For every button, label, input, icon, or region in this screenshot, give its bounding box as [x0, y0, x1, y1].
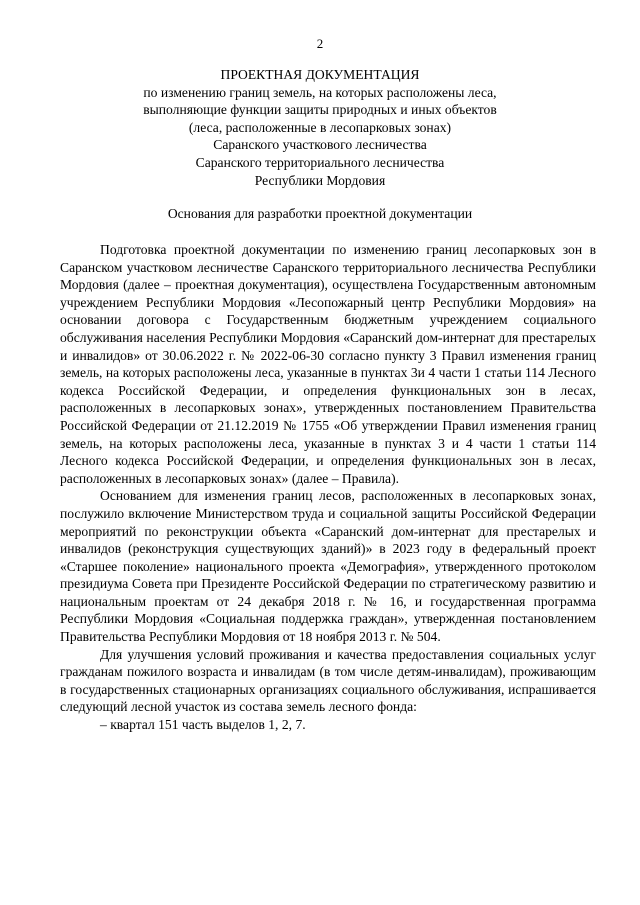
- title-line: Республики Мордовия: [254, 172, 386, 188]
- paragraph: Подготовка проектной документации по изменению границ лесопарковых зон в Саранском участковом лесничестве Саранского территориального лесничества Республики Мордовия (далее – проектная документация), осуществлена Государственным автономным учреждением Республики Мордовия «Лесопожарный центр Республики Мордовия» на основании договора с Государственным бюджетным учреждением социального обслуживания населения Республики Мордовия «Саранский дом-интернат для престарелых и инвалидов» от 30.06.2022 г. № 2022-06-30 согласно пункту 3 Правил изменения границ земель, на которых расположены леса, указанные в пунктах 3и 4 части 1 статьи 114 Лесного кодекса Российской Федерации, и определения функциональных зон в лесах, расположенных в лесопарковых зонах», утвержденных постановлением Правительства Российской Федерации от 21.12.2019 № 1755 «Об утверждении Правил изменения границ земель, на которых расположены леса, указанные в пунктах 3 и 4 части 1 статьи 114 Лесного кодекса Российской Федерации, и определения функциональных зон в лесах, расположенных в лесопарковых зонах» (далее – Правила).: [60, 242, 596, 486]
- document-title-block: [0, 66, 640, 189]
- title-line: Саранского участкового лесничества: [213, 137, 427, 153]
- paragraph: Основанием для изменения границ лесов, расположенных в лесопарковых зонах, послужило включение Министерством труда и социальной защиты Российской Федерации мероприятий по реконструкции объекта «Саранский дом-интернат для престарелых и инвалидов (реконструкция существующих зданий)» в 2023 году в федеральный проект «Старшее поколение» национального проекта «Демография», утвержденного протоколом президиума Совета при Президенте Российской Федерации по стратегическому развитию и национальным проектам от 24 декабря 2018 г. № 16, и государственная программа Республики Мордовия «Социальная поддержка граждан», утвержденная постановлением Правительства Республики Мордовия от 18 ноября 2013 г. № 504.: [60, 488, 596, 645]
- title-line: (леса, расположенные в лесопарковых зонах): [188, 119, 452, 135]
- document-body: [60, 241, 596, 734]
- section-heading: Основания для разработки проектной документации: [167, 206, 473, 221]
- document-title: ПРОЕКТНАЯ ДОКУМЕНТАЦИЯ: [220, 67, 420, 82]
- title-line: Саранского территориального лесничества: [195, 154, 445, 170]
- paragraph: Для улучшения условий проживания и качества предоставления социальных услуг гражданам пожилого возраста и инвалидам (в том числе детям-инвалидам), проживающим в государственных стационарных организациях социального обслуживания, испрашивается следующий лесной участок из состава земель лесного фонда:: [60, 646, 596, 715]
- page-number: 2: [316, 36, 324, 51]
- list-item: – квартал 151 часть выделов 1, 2, 7.: [100, 717, 306, 733]
- title-line: по изменению границ земель, на которых расположены леса,: [143, 84, 497, 100]
- title-line: выполняющие функции защиты природных и иных объектов: [143, 102, 497, 118]
